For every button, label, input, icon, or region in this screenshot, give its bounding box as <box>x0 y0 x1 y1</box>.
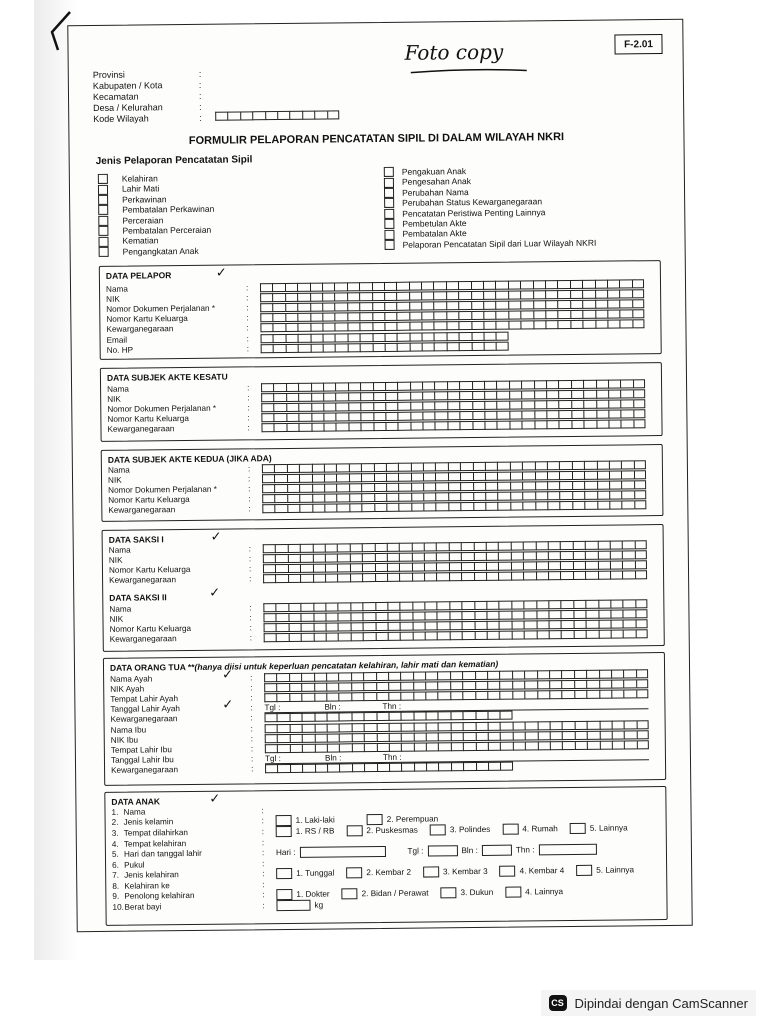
jenis-kelahiran-option[interactable]: 2. Kembar 2 <box>346 866 411 878</box>
jenis-option[interactable]: Pengangkatan Anak <box>99 245 215 257</box>
jenis-option[interactable]: Perubahan Nama <box>384 186 596 199</box>
input-cells[interactable] <box>263 570 647 583</box>
field-row: Tanggal Lahir Ayah : Tgl : Bln : Thn : <box>110 699 648 715</box>
header-row: Kode Wilayah : <box>93 112 202 124</box>
anak-row-hari-tanggal: 5. Hari dan tanggal lahir : Hari : Tgl : Bln : Thn : <box>112 844 601 860</box>
field-label: Nomor Dokumen Perjalanan * <box>108 484 217 495</box>
check-mark-icon: ✓ <box>222 667 234 683</box>
input-cells[interactable] <box>261 420 645 433</box>
ortu-fields <box>104 653 664 659</box>
jk-option[interactable]: 2. Perempuan <box>367 813 439 825</box>
date-fields[interactable]: Tgl : Bln : Thn : <box>265 750 649 764</box>
field-row: Nomor Kartu Keluarga : <box>109 560 647 576</box>
field-row: Nama : <box>106 278 644 294</box>
section-title: DATA PELAPOR <box>105 270 172 281</box>
section-title: DATA SUBJEK AKTE KEDUA (JIKA ADA) <box>107 453 272 465</box>
date-fields[interactable]: Tgl : Bln : Thn : <box>264 699 648 713</box>
jenis-option[interactable]: Perkawinan <box>98 194 214 206</box>
field-label: No. HP <box>106 345 134 355</box>
field-row: Tempat Lahir Ayah : <box>110 689 648 705</box>
field-label: Nomor Dokumen Perjalanan * <box>106 303 216 314</box>
field-label: Kewarganegaraan <box>110 714 178 725</box>
field-label: Tanggal Lahir Ibu <box>110 755 174 766</box>
anak-row-pukul: 6. Pukul : <box>112 858 265 870</box>
field-label: Nama <box>108 545 131 555</box>
subjek2-fields <box>102 445 662 451</box>
section-subjek-kesatu <box>100 362 663 442</box>
saksi2-fields <box>103 525 663 531</box>
field-label: Kewarganegaraan <box>107 424 175 435</box>
field-label: Kewarganegaraan <box>108 505 176 516</box>
thn-input[interactable] <box>538 844 596 856</box>
field-label: Nomor Kartu Keluarga <box>108 495 190 506</box>
field-label: Nama <box>107 384 129 394</box>
field-row: Kewarganegaraan : <box>110 629 648 645</box>
handwritten-underline <box>409 65 529 76</box>
anak-row-berat: 10. Berat bayi : kg <box>112 900 324 912</box>
field-label: Tanggal Lahir Ayah <box>110 704 180 715</box>
field-row: Nomor Dokumen Perjalanan * : <box>107 399 645 415</box>
field-label: Kewarganegaraan <box>109 575 177 586</box>
jenis-left-list <box>98 173 215 257</box>
field-label: Nama <box>107 465 130 475</box>
section-title: DATA ORANG TUA **(hanya diisi untuk keperluan pencatatan kelahiran, lahir mati dan kematian) <box>109 658 499 673</box>
field-row: Kewarganegaraan : <box>106 319 644 335</box>
field-row: NIK Ayah : <box>110 678 648 694</box>
anak-row-jenis-kelamin: 2. Jenis kelamin : 1. Laki-laki 2. Perempuan <box>111 814 439 827</box>
field-row: NIK : <box>109 549 647 565</box>
jenis-right-list <box>384 165 597 250</box>
field-label: Email <box>106 335 128 345</box>
field-row: NIK Ibu : <box>111 729 649 745</box>
field-label: Nama <box>105 284 128 294</box>
field-label: Nomor Kartu Keluarga <box>107 414 189 425</box>
field-label: Nama <box>109 604 132 614</box>
tempat-option[interactable]: 1. RS / RB <box>276 825 335 837</box>
camscanner-logo-icon: CS <box>549 995 567 1011</box>
section-title: DATA SAKSI I <box>108 534 164 545</box>
check-mark-icon: ✓ <box>215 265 227 281</box>
jenis-option[interactable]: Pembatalan Perkawinan <box>98 204 214 216</box>
subjek1-fields <box>101 363 661 369</box>
input-cells[interactable] <box>264 629 648 642</box>
field-label: Tempat Lahir Ibu <box>110 745 172 755</box>
hari-input[interactable] <box>299 846 385 858</box>
handwritten-note: Foto copy <box>404 39 504 65</box>
jenis-option[interactable]: Perceraian <box>98 214 214 226</box>
anak-row-tempat: 3. Tempat dilahirkan : 1. RS / RB 2. Puskesmas 3. Polindes 4. Rumah 5. Lainnya <box>111 823 628 838</box>
anak-row-tempat-kelahiran: 4. Tempat kelahiran : <box>111 837 265 849</box>
field-label: NIK <box>107 394 121 404</box>
field-label: NIK <box>107 475 122 485</box>
pelapor-fields <box>100 261 660 267</box>
jenis-kelahiran-option[interactable]: 4. Kembar 4 <box>500 865 565 877</box>
jenis-option[interactable]: Pelaporan Pencatatan Sipil dari Luar Wilayah NKRI <box>385 237 597 250</box>
field-row: Kewarganegaraan : <box>110 710 512 724</box>
section-title: DATA ANAK <box>111 796 161 807</box>
field-row: Nomor Dokumen Perjalanan * : <box>106 299 644 315</box>
field-row: Nomor Kartu Keluarga : <box>108 490 646 506</box>
check-mark-icon: ✓ <box>209 791 221 807</box>
anak-row-penolong: 9. Penolong kelahiran : 1. Dokter 2. Bidan / Perawat 3. Dukun 4. Lainnya <box>112 886 564 901</box>
kode-wilayah-cells[interactable] <box>215 110 339 120</box>
jenis-kelahiran-option[interactable]: 3. Kembar 3 <box>423 866 488 878</box>
jenis-option[interactable]: Lahir Mati <box>98 183 214 195</box>
jenis-option[interactable]: Pengesahan Anak <box>384 175 596 188</box>
field-row: Nama Ayah : <box>110 668 648 684</box>
berat-input[interactable] <box>276 900 310 911</box>
section-pelapor <box>99 260 662 360</box>
field-label: NIK <box>109 614 124 624</box>
camscanner-badge <box>541 990 756 1016</box>
jenis-title: Jenis Pelaporan Pencatatan Sipil <box>95 154 253 167</box>
tempat-option[interactable]: 3. Polindes <box>430 824 491 836</box>
field-row: Nomor Kartu Keluarga : <box>110 619 648 635</box>
field-row: Tempat Lahir Ibu : <box>111 740 649 756</box>
anak-row-kelahiran-ke: 8. Kelahiran ke : <box>112 879 265 891</box>
field-label: Kewarganegaraan <box>111 765 179 776</box>
field-row: Nomor Dokumen Perjalanan * : <box>108 480 646 496</box>
field-row: Kewarganegaraan : <box>108 500 646 516</box>
field-row: Nama Ibu : <box>111 719 649 735</box>
header-fields <box>93 69 202 125</box>
field-row: Nama : <box>109 539 647 555</box>
field-row: Nomor Kartu Keluarga : <box>107 409 645 425</box>
penolong-option[interactable]: 2. Bidan / Perawat <box>342 887 429 899</box>
field-label: Nama Ayah <box>110 673 153 684</box>
saksi1-fields <box>103 525 663 531</box>
header-row: Provinsi : <box>92 68 202 80</box>
anak-row-jenis-kelahiran: 7. Jenis kelahiran : 1. Tunggal 2. Kembar 2 3. Kembar 3 4. Kembar 4 5. Lainnya <box>112 865 635 880</box>
input-cells[interactable] <box>261 341 509 353</box>
field-row: NIK : <box>108 469 646 485</box>
field-row: Nama : <box>108 459 646 475</box>
header-row: Kecamatan : <box>92 90 202 102</box>
field-label: NIK Ayah <box>110 684 145 694</box>
jenis-option[interactable]: Pengakuan Anak <box>384 165 596 178</box>
jenis-option[interactable]: Pembetulan Akte <box>384 217 596 230</box>
tgl-input[interactable] <box>427 845 457 856</box>
jenis-option[interactable]: Pembatalan Perceraian <box>98 225 214 237</box>
field-row: Nama : <box>107 378 645 394</box>
tempat-option[interactable]: 2. Puskesmas <box>346 824 418 836</box>
anak-row-nama: 1. Nama : <box>111 805 264 817</box>
check-mark-icon: ✓ <box>210 529 222 545</box>
check-mark-icon: ✓ <box>209 585 221 601</box>
field-label: Kewarganegaraan <box>106 324 174 335</box>
tempat-option[interactable]: 4. Rumah <box>502 823 558 835</box>
jenis-kelahiran-option[interactable]: 5. Lainnya <box>576 864 634 876</box>
form-title: FORMULIR PELAPORAN PENCATATAN SIPIL DI DALAM WILAYAH NKRI <box>188 131 565 147</box>
jenis-option[interactable]: Kelahiran <box>98 173 214 185</box>
field-row: Kewarganegaraan : <box>107 419 645 435</box>
field-label: NIK Ibu <box>110 735 139 745</box>
jenis-option[interactable]: Pembatalan Akte <box>384 227 596 240</box>
field-label: Nomor Dokumen Perjalanan * <box>107 403 217 414</box>
field-label: Nama Ibu <box>110 725 147 735</box>
section-saksi <box>102 524 665 652</box>
field-row: NIK : <box>106 288 644 304</box>
form-sheet <box>67 19 692 932</box>
section-orang-tua <box>103 652 666 786</box>
penolong-option[interactable]: 3. Dukun <box>440 887 493 899</box>
field-row: No. HP : <box>107 341 509 355</box>
field-row: Kewarganegaraan : <box>111 761 513 775</box>
jenis-kelahiran-option[interactable]: 1. Tunggal <box>276 867 334 879</box>
field-row: Nomor Kartu Keluarga : <box>106 309 644 325</box>
penolong-option[interactable]: 1. Dokter <box>276 888 329 900</box>
check-mark-icon: ✓ <box>222 697 234 713</box>
tempat-option[interactable]: 5. Lainnya <box>570 822 628 834</box>
field-row: Email : <box>107 331 509 345</box>
field-label: Nomor Kartu Keluarga <box>109 623 192 634</box>
jenis-option[interactable]: Pencatatan Peristiwa Penting Lainnya <box>384 206 596 219</box>
field-label: NIK <box>106 294 120 304</box>
header-row: Desa / Kelurahan : <box>93 101 202 113</box>
jk-option[interactable]: 1. Laki-laki <box>276 814 335 826</box>
section-title: DATA SAKSI II <box>109 592 167 603</box>
penolong-option[interactable]: 4. Lainnya <box>505 886 563 898</box>
field-row: Tanggal Lahir Ibu : Tgl : Bln : Thn : <box>111 750 649 766</box>
field-label: Tempat Lahir Ayah <box>110 694 179 704</box>
input-cells[interactable] <box>262 501 646 514</box>
bln-input[interactable] <box>482 844 512 855</box>
section-subjek-kedua <box>101 444 664 522</box>
field-label: Kewarganegaraan <box>109 634 177 645</box>
form-code: F-2.01 <box>614 34 662 55</box>
field-label: Nomor Kartu Keluarga <box>106 314 188 325</box>
jenis-option[interactable]: Kematian <box>98 235 214 247</box>
section-anak <box>104 786 667 926</box>
field-row: NIK : <box>109 608 647 624</box>
jenis-option[interactable]: Perubahan Status Kewarganegaraan <box>384 196 596 209</box>
input-cells[interactable] <box>265 762 513 774</box>
field-row: NIK : <box>107 388 645 404</box>
field-row: Kewarganegaraan : <box>109 570 647 586</box>
header-row: Kabupaten / Kota : <box>92 79 202 91</box>
camscanner-text: Dipindai dengan CamScanner <box>574 995 748 1011</box>
section-title: DATA SUBJEK AKTE KESATU <box>106 371 228 383</box>
field-label: Nomor Kartu Keluarga <box>108 564 191 575</box>
field-label: NIK <box>108 555 123 565</box>
field-row: Nama : <box>109 598 647 614</box>
